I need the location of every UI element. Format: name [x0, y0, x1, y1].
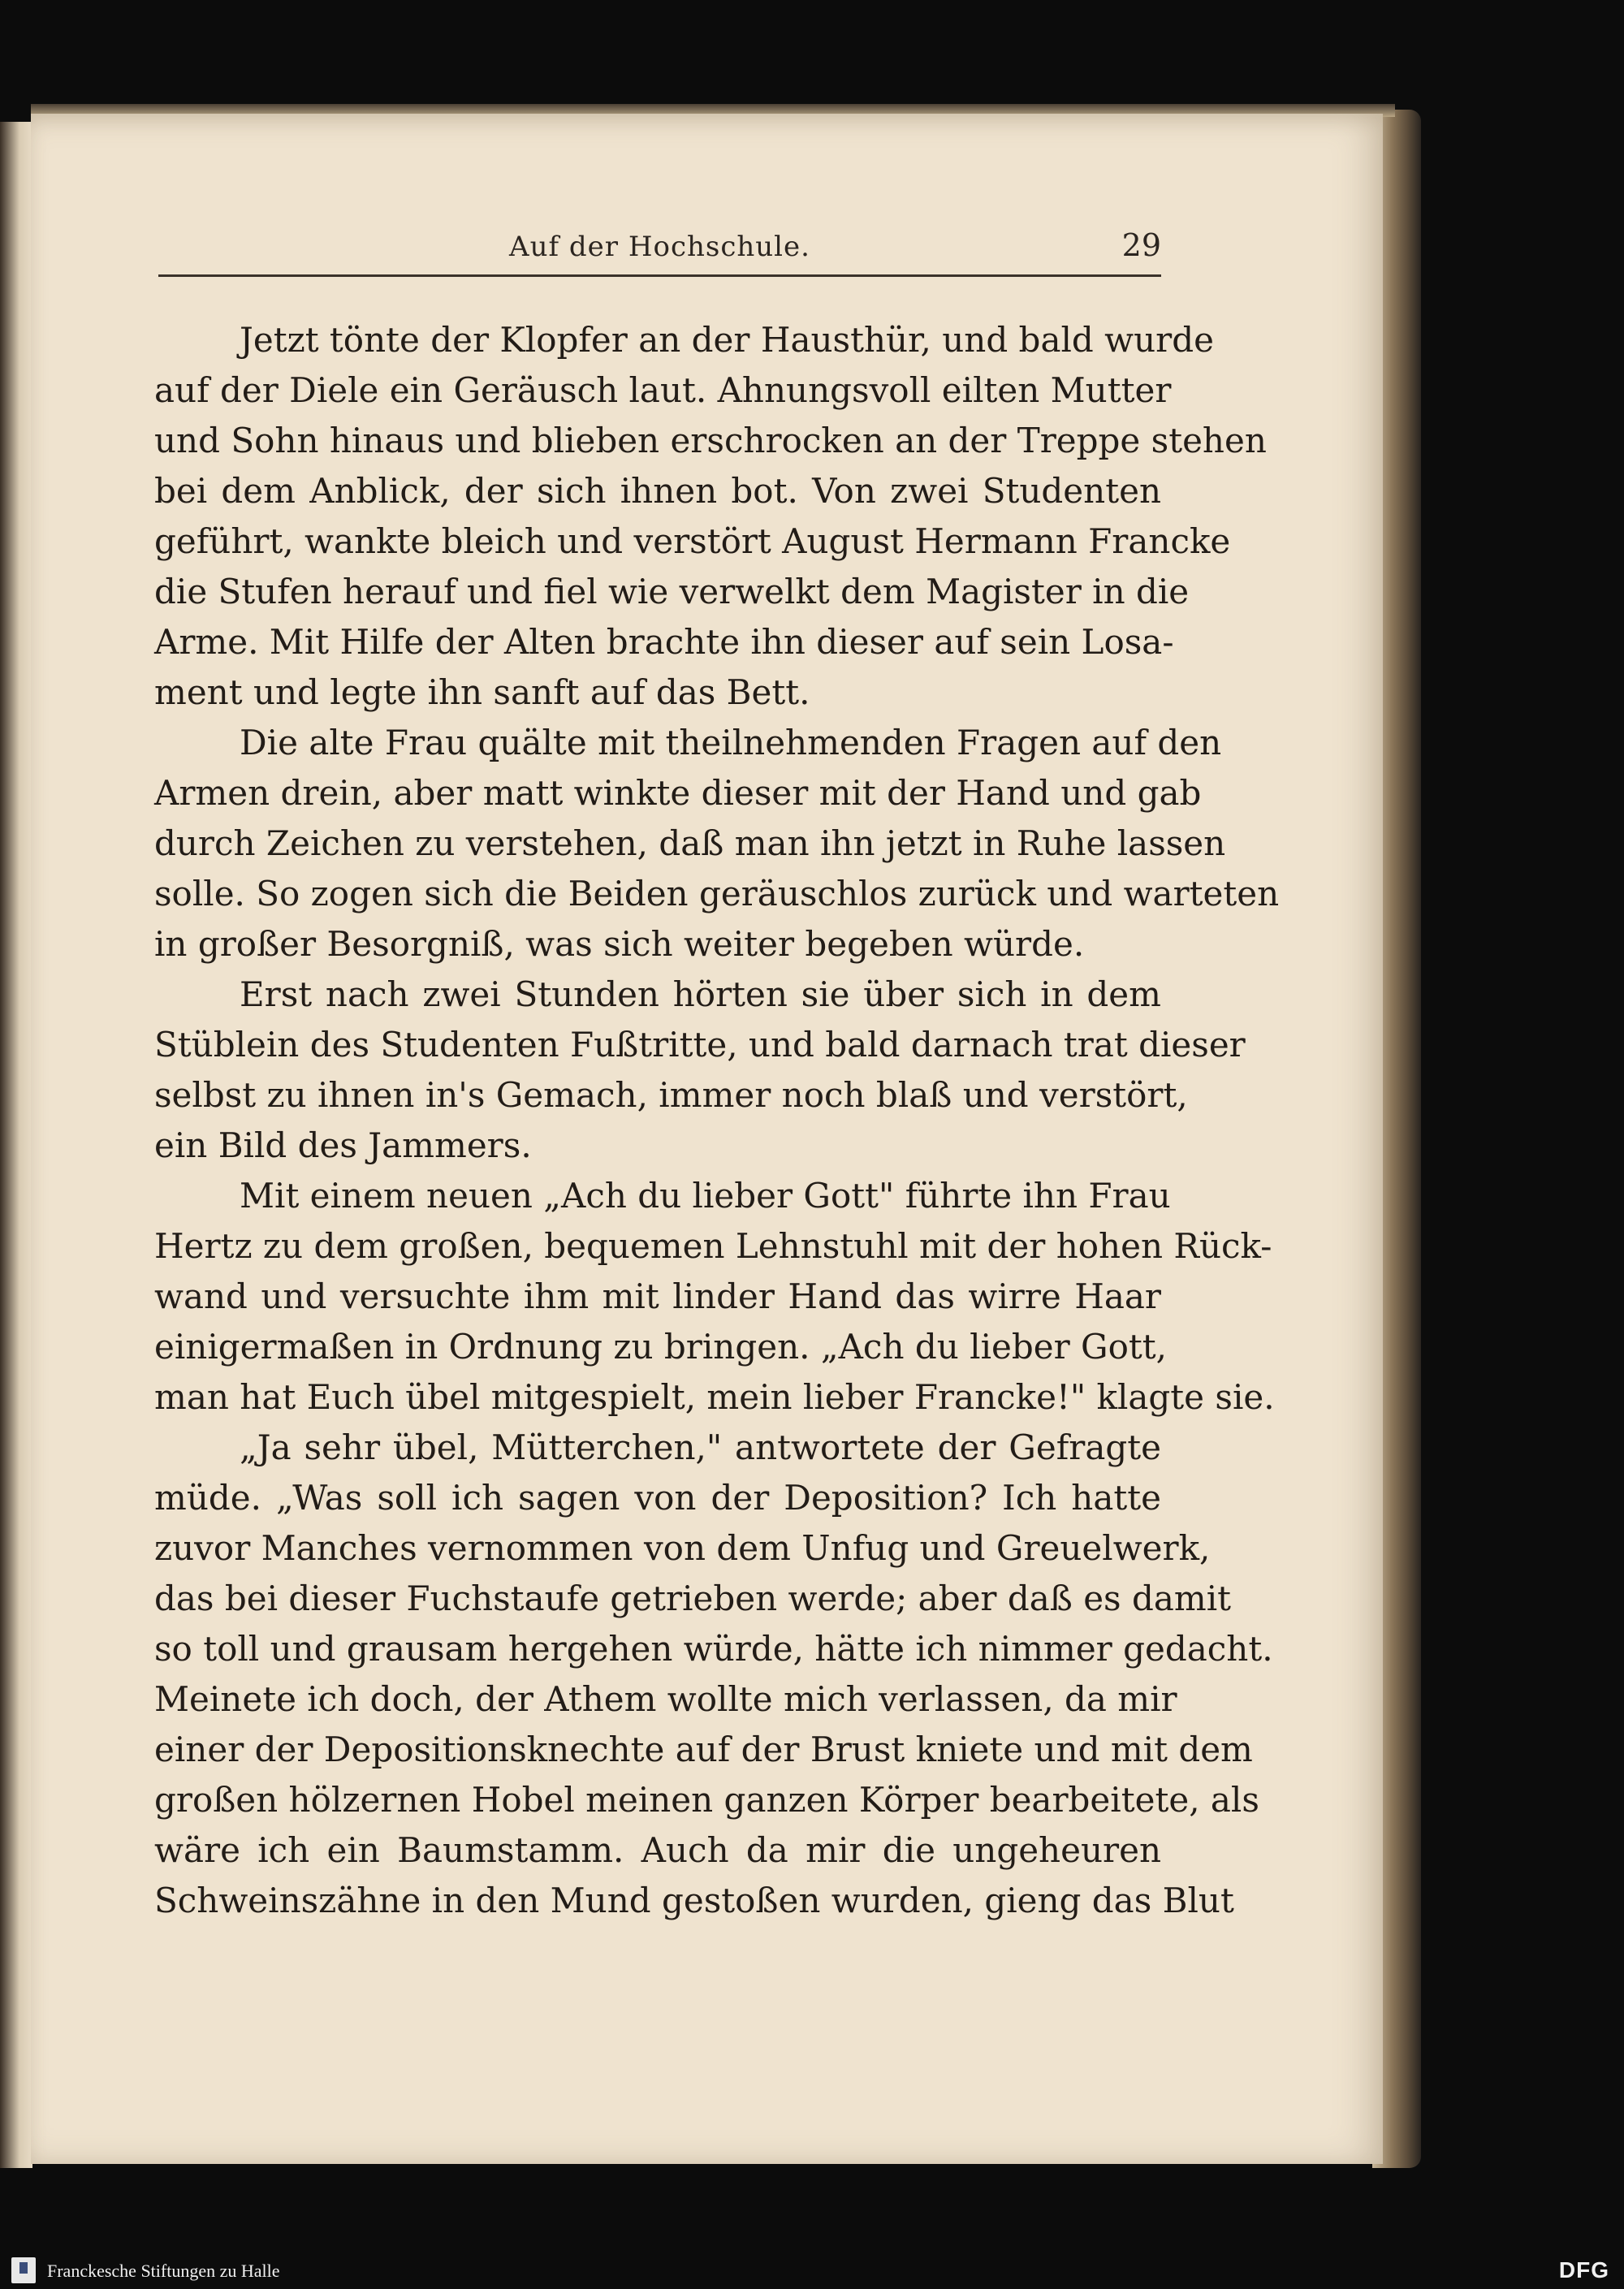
text-line: Schweinszähne in den Mund gestoßen wurden, gieng das Blut	[154, 1881, 1234, 1920]
text-line: wand und versuchte ihm mit linder Hand das wirre Haar	[154, 1276, 1161, 1316]
running-title: Auf der Hochschule.	[509, 231, 810, 263]
text-line: Hertz zu dem großen, bequemen Lehnstuhl mit der hohen Rück-	[154, 1226, 1272, 1266]
text-line: das bei dieser Fuchstaufe getrieben werde; aber daß es damit	[154, 1579, 1232, 1618]
text-line: Stüblein des Studenten Fußtritte, und bald darnach trat dieser	[154, 1025, 1246, 1065]
text-line: in großer Besorgniß, was sich weiter begeben würde.	[154, 924, 1085, 964]
text-line: „Ja sehr übel, Mütterchen," antwortete der Gefragte	[240, 1427, 1161, 1467]
body-text	[154, 315, 1280, 1926]
institution-logo-icon	[11, 2257, 36, 2283]
header-rule	[158, 274, 1161, 277]
text-line: so toll und grausam hergehen würde, hätte ich nimmer gedacht.	[154, 1629, 1273, 1669]
page-number: 29	[1121, 227, 1161, 263]
book-left-edge	[0, 122, 32, 2168]
text-line: ein Bild des Jammers.	[154, 1125, 532, 1165]
viewer-footer	[0, 2252, 1624, 2289]
text-line: Meinete ich doch, der Athem wollte mich verlassen, da mir	[154, 1679, 1177, 1719]
text-line: einigermaßen in Ordnung zu bringen. „Ach du lieber Gott,	[154, 1327, 1167, 1367]
text-line: ment und legte ihn sanft auf das Bett.	[154, 672, 810, 712]
text-line: selbst zu ihnen in's Gemach, immer noch blaß und verstört,	[154, 1075, 1188, 1115]
running-head	[158, 227, 1161, 279]
text-line: einer der Depositionsknechte auf der Brust kniete und mit dem	[154, 1730, 1253, 1769]
dfg-logo: DFG	[1558, 2257, 1609, 2283]
text-line: man hat Euch übel mitgespielt, mein lieber Francke!" klagte sie.	[154, 1377, 1275, 1417]
text-line: zuvor Manches vernommen von dem Unfug und Greuelwerk,	[154, 1528, 1211, 1568]
text-line: großen hölzernen Hobel meinen ganzen Körper bearbeitete, als	[154, 1780, 1259, 1820]
text-line: wäre ich ein Baumstamm. Auch da mir die ungeheuren	[154, 1830, 1161, 1870]
text-line: Mit einem neuen „Ach du lieber Gott" führte ihn Frau	[240, 1176, 1171, 1216]
text-line: auf der Diele ein Geräusch laut. Ahnungsvoll eilten Mutter	[154, 370, 1172, 410]
text-line: geführt, wankte bleich und verstört August Hermann Francke	[154, 521, 1231, 561]
text-line: Erst nach zwei Stunden hörten sie über sich in dem	[240, 974, 1161, 1014]
text-line: und Sohn hinaus und blieben erschrocken an der Treppe stehen	[154, 421, 1267, 460]
text-line: die Stufen herauf und fiel wie verwelkt dem Magister in die	[154, 572, 1190, 611]
text-line: bei dem Anblick, der sich ihnen bot. Von zwei Studenten	[154, 471, 1161, 511]
text-line: Die alte Frau quälte mit theilnehmenden Fragen auf den	[240, 723, 1222, 762]
text-line: müde. „Was soll ich sagen von der Deposition? Ich hatte	[154, 1478, 1161, 1518]
text-line: Arme. Mit Hilfe der Alten brachte ihn dieser auf sein Losa-	[154, 622, 1174, 662]
institution-name: Franckesche Stiftungen zu Halle	[47, 2261, 280, 2281]
text-line: Jetzt tönte der Klopfer an der Hausthür, und bald wurde	[240, 320, 1214, 360]
text-line: solle. So zogen sich die Beiden geräuschlos zurück und warteten	[154, 874, 1280, 913]
text-line: durch Zeichen zu verstehen, daß man ihn jetzt in Ruhe lassen	[154, 823, 1226, 863]
text-line: Armen drein, aber matt winkte dieser mit der Hand und gab	[154, 773, 1202, 813]
